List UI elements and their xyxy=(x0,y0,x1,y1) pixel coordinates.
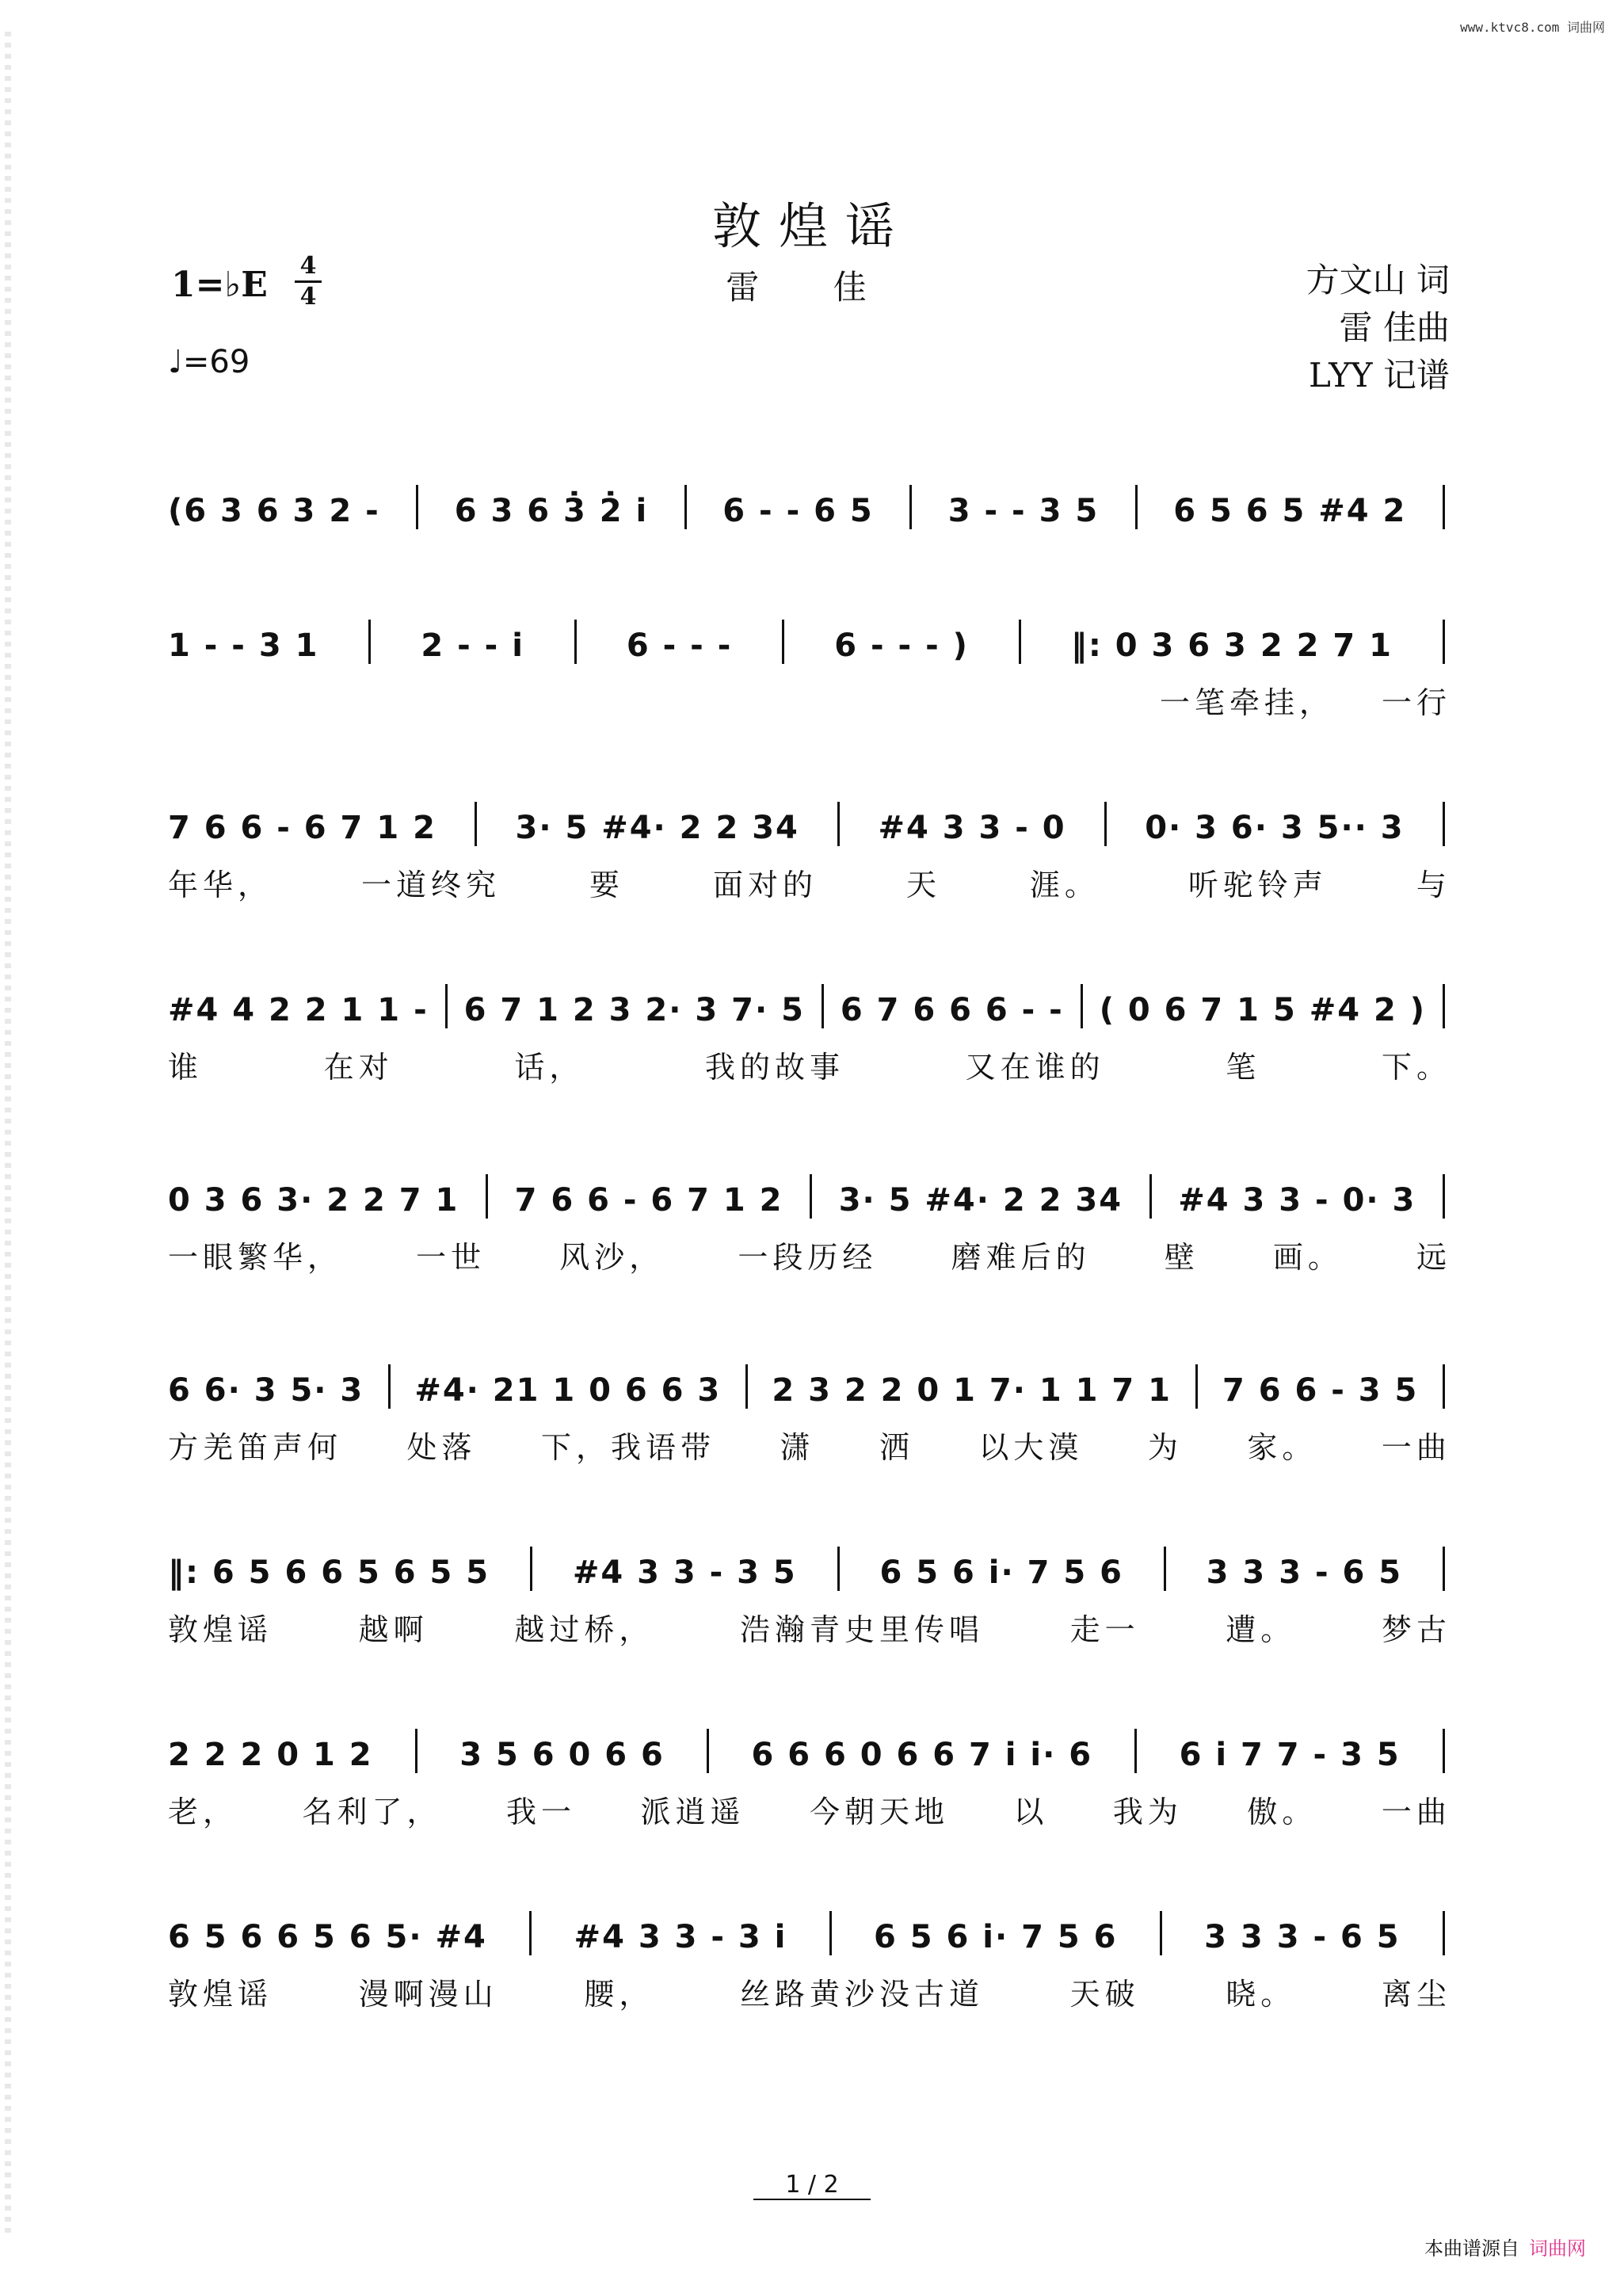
lyric-phrase: 一世 xyxy=(416,1240,486,1275)
measure: 3· 5 #4· 2 2 34 xyxy=(838,1182,1123,1219)
lyricist-credit: 方文山 词 xyxy=(1306,261,1450,299)
lyric-phrase: 一曲 xyxy=(1381,1430,1451,1465)
barline xyxy=(368,620,371,664)
measure: 3· 5 #4· 2 2 34 xyxy=(515,810,799,846)
measure: 3 3 3 - 6 5 xyxy=(1204,1919,1401,1955)
barline xyxy=(1443,485,1445,529)
lyric-phrase: 家。 xyxy=(1247,1430,1317,1465)
barline xyxy=(1443,1911,1445,1955)
barline xyxy=(574,620,577,664)
lyric-phrase: 腰， xyxy=(584,1977,654,2012)
lyrics-row xyxy=(168,544,1451,575)
lyric-phrase: 方羌笛声何 xyxy=(168,1430,343,1465)
time-signature-top: 4 xyxy=(299,252,317,280)
lyrics-row xyxy=(168,1423,1451,1467)
lyric-phrase: 壁 xyxy=(1164,1240,1199,1275)
lyric-phrase: 涯。 xyxy=(1029,868,1100,902)
measure: 6 5 6 i· 7 5 6 xyxy=(879,1554,1123,1591)
score-line xyxy=(168,1174,1451,1276)
barline xyxy=(1443,620,1445,664)
barline xyxy=(486,1174,488,1219)
lyric-phrase: 听驼铃声 xyxy=(1188,868,1328,902)
lyric-phrase: 面对的 xyxy=(712,868,818,902)
lyric-phrase: 我一 xyxy=(505,1795,576,1829)
score-line xyxy=(168,1547,1451,1649)
lyrics-row xyxy=(168,678,1451,722)
site-watermark: www.ktvc8.com 词曲网 xyxy=(1460,20,1605,35)
lyric-phrase: 派逍遥 xyxy=(640,1795,745,1829)
lyrics-row xyxy=(168,860,1451,904)
lyric-phrase: 敦煌谣 xyxy=(168,1612,273,1647)
lyric-phrase: 笔 xyxy=(1226,1050,1261,1085)
barline xyxy=(415,1729,417,1773)
measure: 6 6· 3 5· 3 xyxy=(168,1372,364,1409)
lyric-phrase: 漫啊漫山 xyxy=(358,1977,498,2012)
measure: ( 0 6 7 1 5 #4 2 ) xyxy=(1099,992,1427,1028)
barline xyxy=(1443,1174,1445,1219)
transcriber-credit: LYY 记谱 xyxy=(1308,356,1450,395)
lyric-phrase: 梦古 xyxy=(1381,1612,1451,1647)
notation-row xyxy=(168,485,1451,529)
measure: 2 - - i xyxy=(421,627,524,664)
barline xyxy=(829,1911,832,1955)
measure: ‖: 6 5 6 6 5 6 5 5 xyxy=(168,1554,490,1591)
notation-row xyxy=(168,802,1451,846)
lyrics-row xyxy=(168,1787,1451,1831)
lyric-phrase: 丝路黄沙没古道 xyxy=(739,1977,984,2012)
lyric-phrase: 离尘 xyxy=(1381,1977,1451,2012)
lyric-phrase: 以大漠 xyxy=(978,1430,1084,1465)
lyric-phrase: 今朝天地 xyxy=(809,1795,949,1829)
barline xyxy=(529,1911,532,1955)
barline xyxy=(1164,1547,1166,1591)
lyric-phrase: 傲。 xyxy=(1247,1795,1317,1829)
measure: 6 5 6 5 #4 2 xyxy=(1173,493,1407,529)
lyrics-row xyxy=(168,1970,1451,2013)
measure: 7 6 6 - 6 7 1 2 xyxy=(514,1182,783,1219)
lyric-phrase: 处落 xyxy=(406,1430,477,1465)
song-title: 敦煌谣 xyxy=(711,197,912,255)
lyric-phrase: 在对 xyxy=(323,1050,394,1085)
lyric-phrase: 一眼繁华， xyxy=(168,1240,343,1275)
measure: 6 - - - ) xyxy=(834,627,969,664)
lyric-phrase: 又在谁的 xyxy=(965,1050,1105,1085)
measure: (6 3 6 3 2 - xyxy=(168,493,380,529)
tempo-marking: ♩=69 xyxy=(168,344,250,380)
notation-row xyxy=(168,1729,1451,1773)
score-line xyxy=(168,1364,1451,1467)
score-line xyxy=(168,984,1451,1086)
credits xyxy=(1306,257,1450,399)
barline xyxy=(684,485,687,529)
singer-name: 雷 佳 xyxy=(726,268,898,307)
score-line xyxy=(168,1729,1451,1831)
score-line xyxy=(168,802,1451,904)
barline xyxy=(1019,620,1021,664)
lyric-phrase: 越过桥， xyxy=(514,1612,654,1647)
footer-source-text: 本曲谱源自 xyxy=(1424,2237,1519,2260)
barline xyxy=(822,984,824,1028)
score-line xyxy=(168,1911,1451,2013)
barline xyxy=(1160,1911,1162,1955)
measure: 3 3 3 - 6 5 xyxy=(1206,1554,1403,1591)
lyric-phrase: 越啊 xyxy=(358,1612,429,1647)
measure: 6 7 6 6 6 - - xyxy=(840,992,1064,1028)
measure: 6 - - - xyxy=(626,627,733,664)
lyric-phrase: 谁 xyxy=(168,1050,204,1085)
measure: 3 - - 3 5 xyxy=(947,493,1100,529)
notation-row xyxy=(168,984,1451,1028)
notation-row xyxy=(168,1364,1451,1409)
barline xyxy=(475,802,477,846)
lyric-phrase: 名利了， xyxy=(302,1795,442,1829)
barline xyxy=(707,1729,709,1773)
measure: 0 3 6 3· 2 2 7 1 xyxy=(168,1182,459,1219)
lyrics-row xyxy=(168,1233,1451,1276)
lyric-phrase: 一曲 xyxy=(1381,1795,1451,1829)
measure: 6 5 6 6 5 6 5· #4 xyxy=(168,1919,487,1955)
lyric-phrase: 风沙， xyxy=(559,1240,665,1275)
lyric-phrase: 天破 xyxy=(1069,1977,1140,2012)
lyrics-row xyxy=(168,1043,1451,1086)
measure: #4 4 2 2 1 1 - xyxy=(168,992,429,1028)
lyric-phrase: 老， xyxy=(168,1795,238,1829)
barline xyxy=(1443,1547,1445,1591)
lyric-phrase: 一笔牵挂， xyxy=(1159,685,1334,720)
measure: #4 3 3 - 0· 3 xyxy=(1178,1182,1416,1219)
measure: 7 6 6 - 3 5 xyxy=(1222,1372,1419,1409)
lyric-phrase: 敦煌谣 xyxy=(168,1977,273,2012)
margin-watermark-strip xyxy=(5,32,11,2234)
measure: 0· 3 6· 3 5·· 3 xyxy=(1145,810,1405,846)
measure: 6 6 6 0 6 6 7 i i· 6 xyxy=(751,1737,1093,1773)
notation-row xyxy=(168,1174,1451,1219)
lyric-phrase: 走一 xyxy=(1069,1612,1140,1647)
lyric-phrase: 下。 xyxy=(1381,1050,1451,1085)
barline xyxy=(388,1364,391,1409)
barline xyxy=(1443,802,1445,846)
barline xyxy=(1149,1174,1152,1219)
measure: #4 3 3 - 3 i xyxy=(574,1919,787,1955)
barline xyxy=(1195,1364,1198,1409)
barline xyxy=(837,1547,840,1591)
lyric-phrase: 以 xyxy=(1013,1795,1049,1829)
lyric-phrase: 与 xyxy=(1416,868,1451,902)
barline xyxy=(530,1547,532,1591)
measure: 6 3 6 3̇ 2̇ i xyxy=(454,493,649,529)
barline xyxy=(909,485,912,529)
lyric-phrase: 年华， xyxy=(168,868,273,902)
barline xyxy=(1081,984,1083,1028)
lyric-phrase: 浩瀚青史里传唱 xyxy=(739,1612,984,1647)
measure: 1 - - 3 1 xyxy=(168,627,319,664)
barline xyxy=(1135,485,1138,529)
measure: 6 i 7 7 - 3 5 xyxy=(1179,1737,1401,1773)
lyric-phrase: 一行 xyxy=(1381,685,1451,720)
measure: 7 6 6 - 6 7 1 2 xyxy=(168,810,436,846)
lyric-phrase: 潇 xyxy=(780,1430,815,1465)
measure: 6 5 6 i· 7 5 6 xyxy=(874,1919,1118,1955)
barline xyxy=(782,620,784,664)
barline xyxy=(1443,1364,1445,1409)
barline xyxy=(745,1364,748,1409)
notation-row xyxy=(168,1547,1451,1591)
lyric-phrase: 磨难后的 xyxy=(951,1240,1091,1275)
barline xyxy=(1443,984,1445,1028)
barline xyxy=(445,984,448,1028)
lyric-phrase: 我的故事 xyxy=(704,1050,844,1085)
lyric-phrase: 一段历经 xyxy=(738,1240,878,1275)
measure: #4· 21 1 0 6 6 3 xyxy=(414,1372,722,1409)
notation-row xyxy=(168,620,1451,664)
lyric-phrase: 下，我语带 xyxy=(540,1430,715,1465)
score-line xyxy=(168,485,1451,575)
score-line xyxy=(168,620,1451,722)
lyric-phrase: 遭。 xyxy=(1226,1612,1296,1647)
barline xyxy=(416,485,418,529)
footer-brand: 词曲网 xyxy=(1529,2237,1586,2260)
lyric-phrase: 远 xyxy=(1416,1240,1451,1275)
barline xyxy=(810,1174,812,1219)
lyric-phrase: 我为 xyxy=(1112,1795,1183,1829)
time-signature-bottom: 4 xyxy=(299,283,317,311)
footer-source xyxy=(1424,2233,1586,2260)
measure: ‖: 0 3 6 3 2 2 7 1 xyxy=(1070,627,1393,664)
notation-row xyxy=(168,1911,1451,1955)
measure: #4 3 3 - 0 xyxy=(878,810,1066,846)
measure: #4 3 3 - 3 5 xyxy=(572,1554,797,1591)
measure: 6 - - 6 5 xyxy=(722,493,874,529)
barline xyxy=(1134,1729,1137,1773)
measure: 3 5 6 0 6 6 xyxy=(459,1737,665,1773)
lyric-phrase: 为 xyxy=(1147,1430,1183,1465)
barline xyxy=(1443,1729,1445,1773)
lyrics-row xyxy=(168,1605,1451,1649)
lyric-phrase: 要 xyxy=(589,868,624,902)
lyric-phrase: 天 xyxy=(905,868,941,902)
barline xyxy=(1104,802,1107,846)
page-number: 1 / 2 xyxy=(0,2171,1624,2200)
time-signature xyxy=(295,254,322,310)
measure: 2 3 2 2 0 1 7· 1 1 7 1 xyxy=(772,1372,1172,1409)
lyric-phrase: 话， xyxy=(514,1050,585,1085)
composer-credit: 雷 佳曲 xyxy=(1339,308,1450,347)
measure: 6 7 1 2 3 2· 3 7· 5 xyxy=(463,992,805,1028)
measure: 2 2 2 0 1 2 xyxy=(168,1737,373,1773)
lyric-phrase: 洒 xyxy=(879,1430,914,1465)
barline xyxy=(837,802,840,846)
lyric-phrase: 画。 xyxy=(1272,1240,1343,1275)
lyric-phrase: 晓。 xyxy=(1226,1977,1296,2012)
key-signature: 1=♭E xyxy=(171,265,268,305)
lyric-phrase: 一道终究 xyxy=(360,868,501,902)
